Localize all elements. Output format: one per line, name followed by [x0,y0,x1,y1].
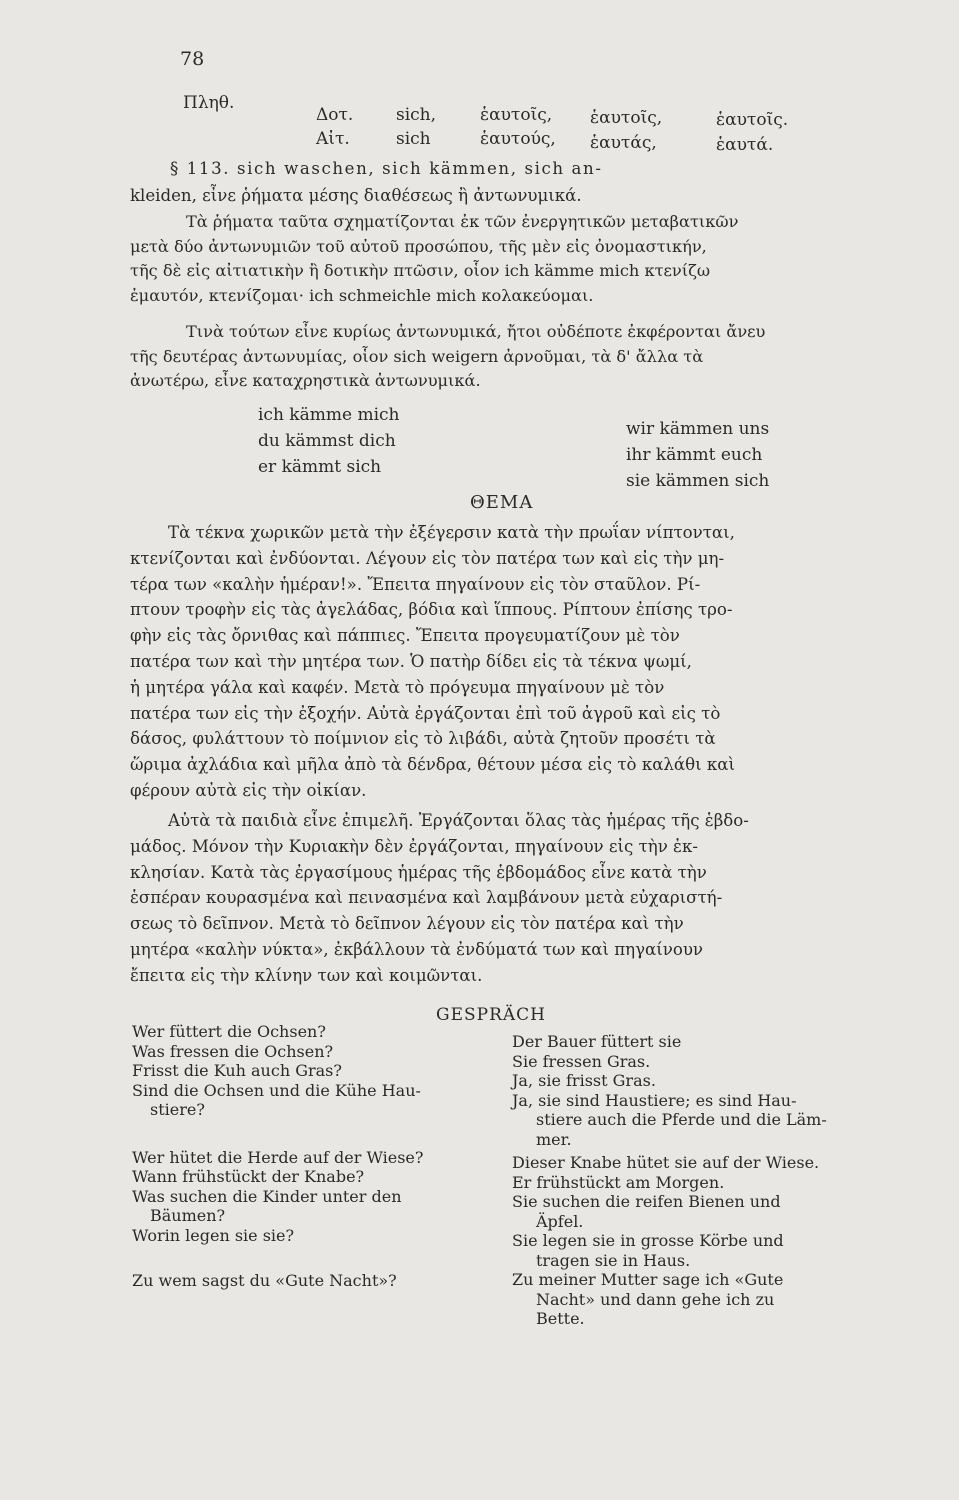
conjugation-singular [258,402,399,480]
thema-line: φέρουν αὐτὰ εἰς τὴν οἰκίαν. [130,780,367,800]
dative-german: sich, [396,105,437,125]
answer-continuation: mer. [536,1129,572,1149]
thema-line: ἡ μητέρα γάλα καὶ καφέν. Μετὰ τὸ πρόγευμα πηγαίνουν μὲ τὸν [130,677,665,697]
page-number: 78 [180,48,205,70]
paragraph-proper-reflexive [130,320,870,394]
thema-line: πατέρα των καὶ τὴν μητέρα των. Ὁ πατὴρ δίδει εἰς τὰ τέκνα ψωμί, [130,651,692,671]
question: Wer füttert die Ochsen? [132,1022,326,1041]
paragraph-line: ἐμαυτόν, κτενίζομαι· ich schmeichle mich κολακεύομαι. [130,285,594,305]
thema-line: πατέρα των εἰς τὴν ἐξοχήν. Αὐτὰ ἐργάζονται ἐπὶ τοῦ ἀγροῦ καὶ εἰς τὸ [130,703,721,723]
paragraph-line: τῆς δευτέρας ἀντωνυμίας, οἷον sich weigern ἀρνοῦμαι, τὰ δ' ἄλλα τὰ [130,346,704,366]
paragraph-line: μετὰ δύο ἀντωνυμιῶν τοῦ αὐτοῦ προσώπου, τῆς μὲν εἰς ὀνομαστικήν, [130,236,707,256]
conjugation-line: ihr kämmt euch [626,445,763,465]
thema-line: ἔπειτα εἰς τὴν κλίνην των καὶ κοιμῶνται. [130,965,483,985]
paragraph-reflexive-verbs [130,210,870,308]
question: Worin legen sie sie? [132,1225,295,1245]
question-continuation: stiere? [150,1100,205,1119]
question-continuation: Bäumen? [150,1206,226,1225]
paragraph-line: Τὰ ῥήματα ταῦτα σχηματίζονται ἐκ τῶν ἐνεργητικῶν μεταβατικῶν [186,212,739,231]
answer: Sie legen sie in grosse Körbe und [512,1231,784,1250]
accusative-feminine: ἑαυτάς, [590,133,657,153]
conjugation-plural [626,416,769,494]
answer: Ja, sie sind Haustiere; es sind Hau- [512,1090,797,1110]
thema-heading: ΘΕΜΑ [470,492,534,513]
conjugation-line: ich kämme mich [258,405,400,425]
thema-line: Τὰ τέκνα χωρικῶν μετὰ τὴν ἐξέγερσιν κατὰ τὴν πρωΐαν νίπτονται, [168,523,735,542]
paragraph-line: Τινὰ τούτων εἶνε κυρίως ἀντωνυμικά, ἤτοι οὐδέποτε ἐκφέρονται ἄνευ [186,322,766,341]
paragraph-line: τῆς δὲ εἰς αἰτιατικὴν ἢ δοτικὴν πτῶσιν, οἷον ich kämme mich κτενίζω [130,261,711,281]
gespraech-heading: GESPRÄCH [436,1005,546,1025]
conjugation-line: wir kämmen uns [626,419,770,439]
question: Wann frühstückt der Knabe? [132,1167,365,1186]
thema-line: κτενίζονται καὶ ἐνδύονται. Λέγουν εἰς τὸν πατέρα των καὶ εἰς τὴν μη- [130,548,725,568]
dative-neuter: ἑαυτοῖς. [716,110,789,130]
conjugation-line: du kämmst dich [258,431,396,451]
conjugation-line: er kämmt sich [258,457,382,477]
thema-line: Αὐτὰ τὰ παιδιὰ εἶνε ἐπιμελῆ. Ἐργάζονται ὅλας τὰς ἡμέρας τῆς ἑβδο- [168,811,749,830]
thema-line: πτουν τροφὴν εἰς τὰς ἀγελάδας, βόδια καὶ ἵππους. Ρίπτουν ἐπίσης τρο- [130,600,733,620]
thema-line: φὴν εἰς τὰς ὄρνιθας καὶ πάππιες. Ἔπειτα προγευματίζουν μὲ τὸν [130,626,680,646]
paragraph-line: ἀνωτέρω, εἶνε καταχρηστικὰ ἀντωνυμικά. [130,371,481,391]
accusative-masculine: ἑαυτούς, [480,129,556,149]
answer-continuation: Bette. [536,1309,585,1328]
conjugation-line: sie kämmen sich [626,471,770,491]
question: Was suchen die Kinder unter den [132,1186,402,1206]
answer: Der Bauer füttert sie [512,1032,682,1051]
thema-line: κλησίαν. Κατὰ τὰς ἐργασίμους ἡμέρας τῆς ἑβδομάδος εἶνε κατὰ τὴν [130,862,707,882]
thema-line: δάσος, φυλάττουν τὸ ποίμνιον εἰς τὸ λιβάδι, αὐτὰ ζητοῦν προσέτι τὰ [130,729,716,749]
thema-line: ὥριμα ἀχλάδια καὶ μῆλα ἀπὸ τὰ δένδρα, θέτουν μέσα εἰς τὸ καλάθι καὶ [130,755,735,775]
answer: Zu meiner Mutter sage ich «Gute [512,1270,784,1289]
thema-line: μητέρα «καλὴν νύκτα», ἐκβάλλουν τὰ ἐνδύματά των καὶ πηγαίνουν [130,939,704,959]
section-line: § 113. sich waschen, sich kämmen, sich an- [170,159,603,178]
answer: Sie fressen Gras. [512,1051,651,1071]
thema-paragraph-2 [130,808,870,989]
answer-continuation: Äpfel. [536,1211,584,1231]
dative-feminine: ἑαυτοῖς, [590,108,663,128]
question: Frisst die Kuh auch Gras? [132,1061,342,1080]
case-dative: Δοτ. [316,105,354,125]
case-accusative: Αἰτ. [316,129,350,149]
thema-line: μάδος. Μόνον τὴν Κυριακὴν δὲν ἐργάζονται, πηγαίνουν εἰς τὴν ἐκ- [130,836,698,856]
dative-masculine: ἑαυτοῖς, [480,105,553,125]
answer-continuation: stiere auch die Pferde und die Läm- [536,1110,827,1129]
accusative-german: sich [396,129,431,149]
question: Zu wem sagst du «Gute Nacht»? [132,1271,397,1290]
thema-paragraph-1 [130,520,870,804]
question: Wer hütet die Herde auf der Wiese? [132,1147,424,1167]
dialogue-questions [132,1022,492,1291]
answer-continuation: Nacht» und dann gehe ich zu [536,1289,775,1309]
accusative-neuter: ἑαυτά. [716,135,774,155]
section-113 [130,155,870,209]
dialogue-answers [512,1032,872,1329]
answer: Sie suchen die reifen Bienen und [512,1192,781,1211]
thema-line: τέρα των «καλὴν ἡμέραν!». Ἔπειτα πηγαίνουν εἰς τὸν σταῦλον. Ρί- [130,574,701,594]
answer: Ja, sie frisst Gras. [512,1071,656,1090]
question: Was fressen die Ochsen? [132,1041,334,1061]
answer-continuation: tragen sie in Haus. [536,1250,691,1270]
section-line: kleiden, εἶνε ῥήματα μέσης διαθέσεως ἢ ἀντωνυμικά. [130,186,582,205]
declension-label: Πληθ. [183,93,235,113]
question: Sind die Ochsen und die Kühe Hau- [132,1080,421,1100]
answer: Er frühstückt am Morgen. [512,1172,725,1192]
thema-line: ἑσπέραν κουρασμένα καὶ πεινασμένα καὶ λαμβάνουν μετὰ εὐχαριστή- [130,888,723,908]
thema-line: σεως τὸ δεῖπνον. Μετὰ τὸ δεῖπνον λέγουν εἰς τὸν πατέρα καὶ τὴν [130,914,684,934]
answer: Dieser Knabe hütet sie auf der Wiese. [512,1153,820,1172]
